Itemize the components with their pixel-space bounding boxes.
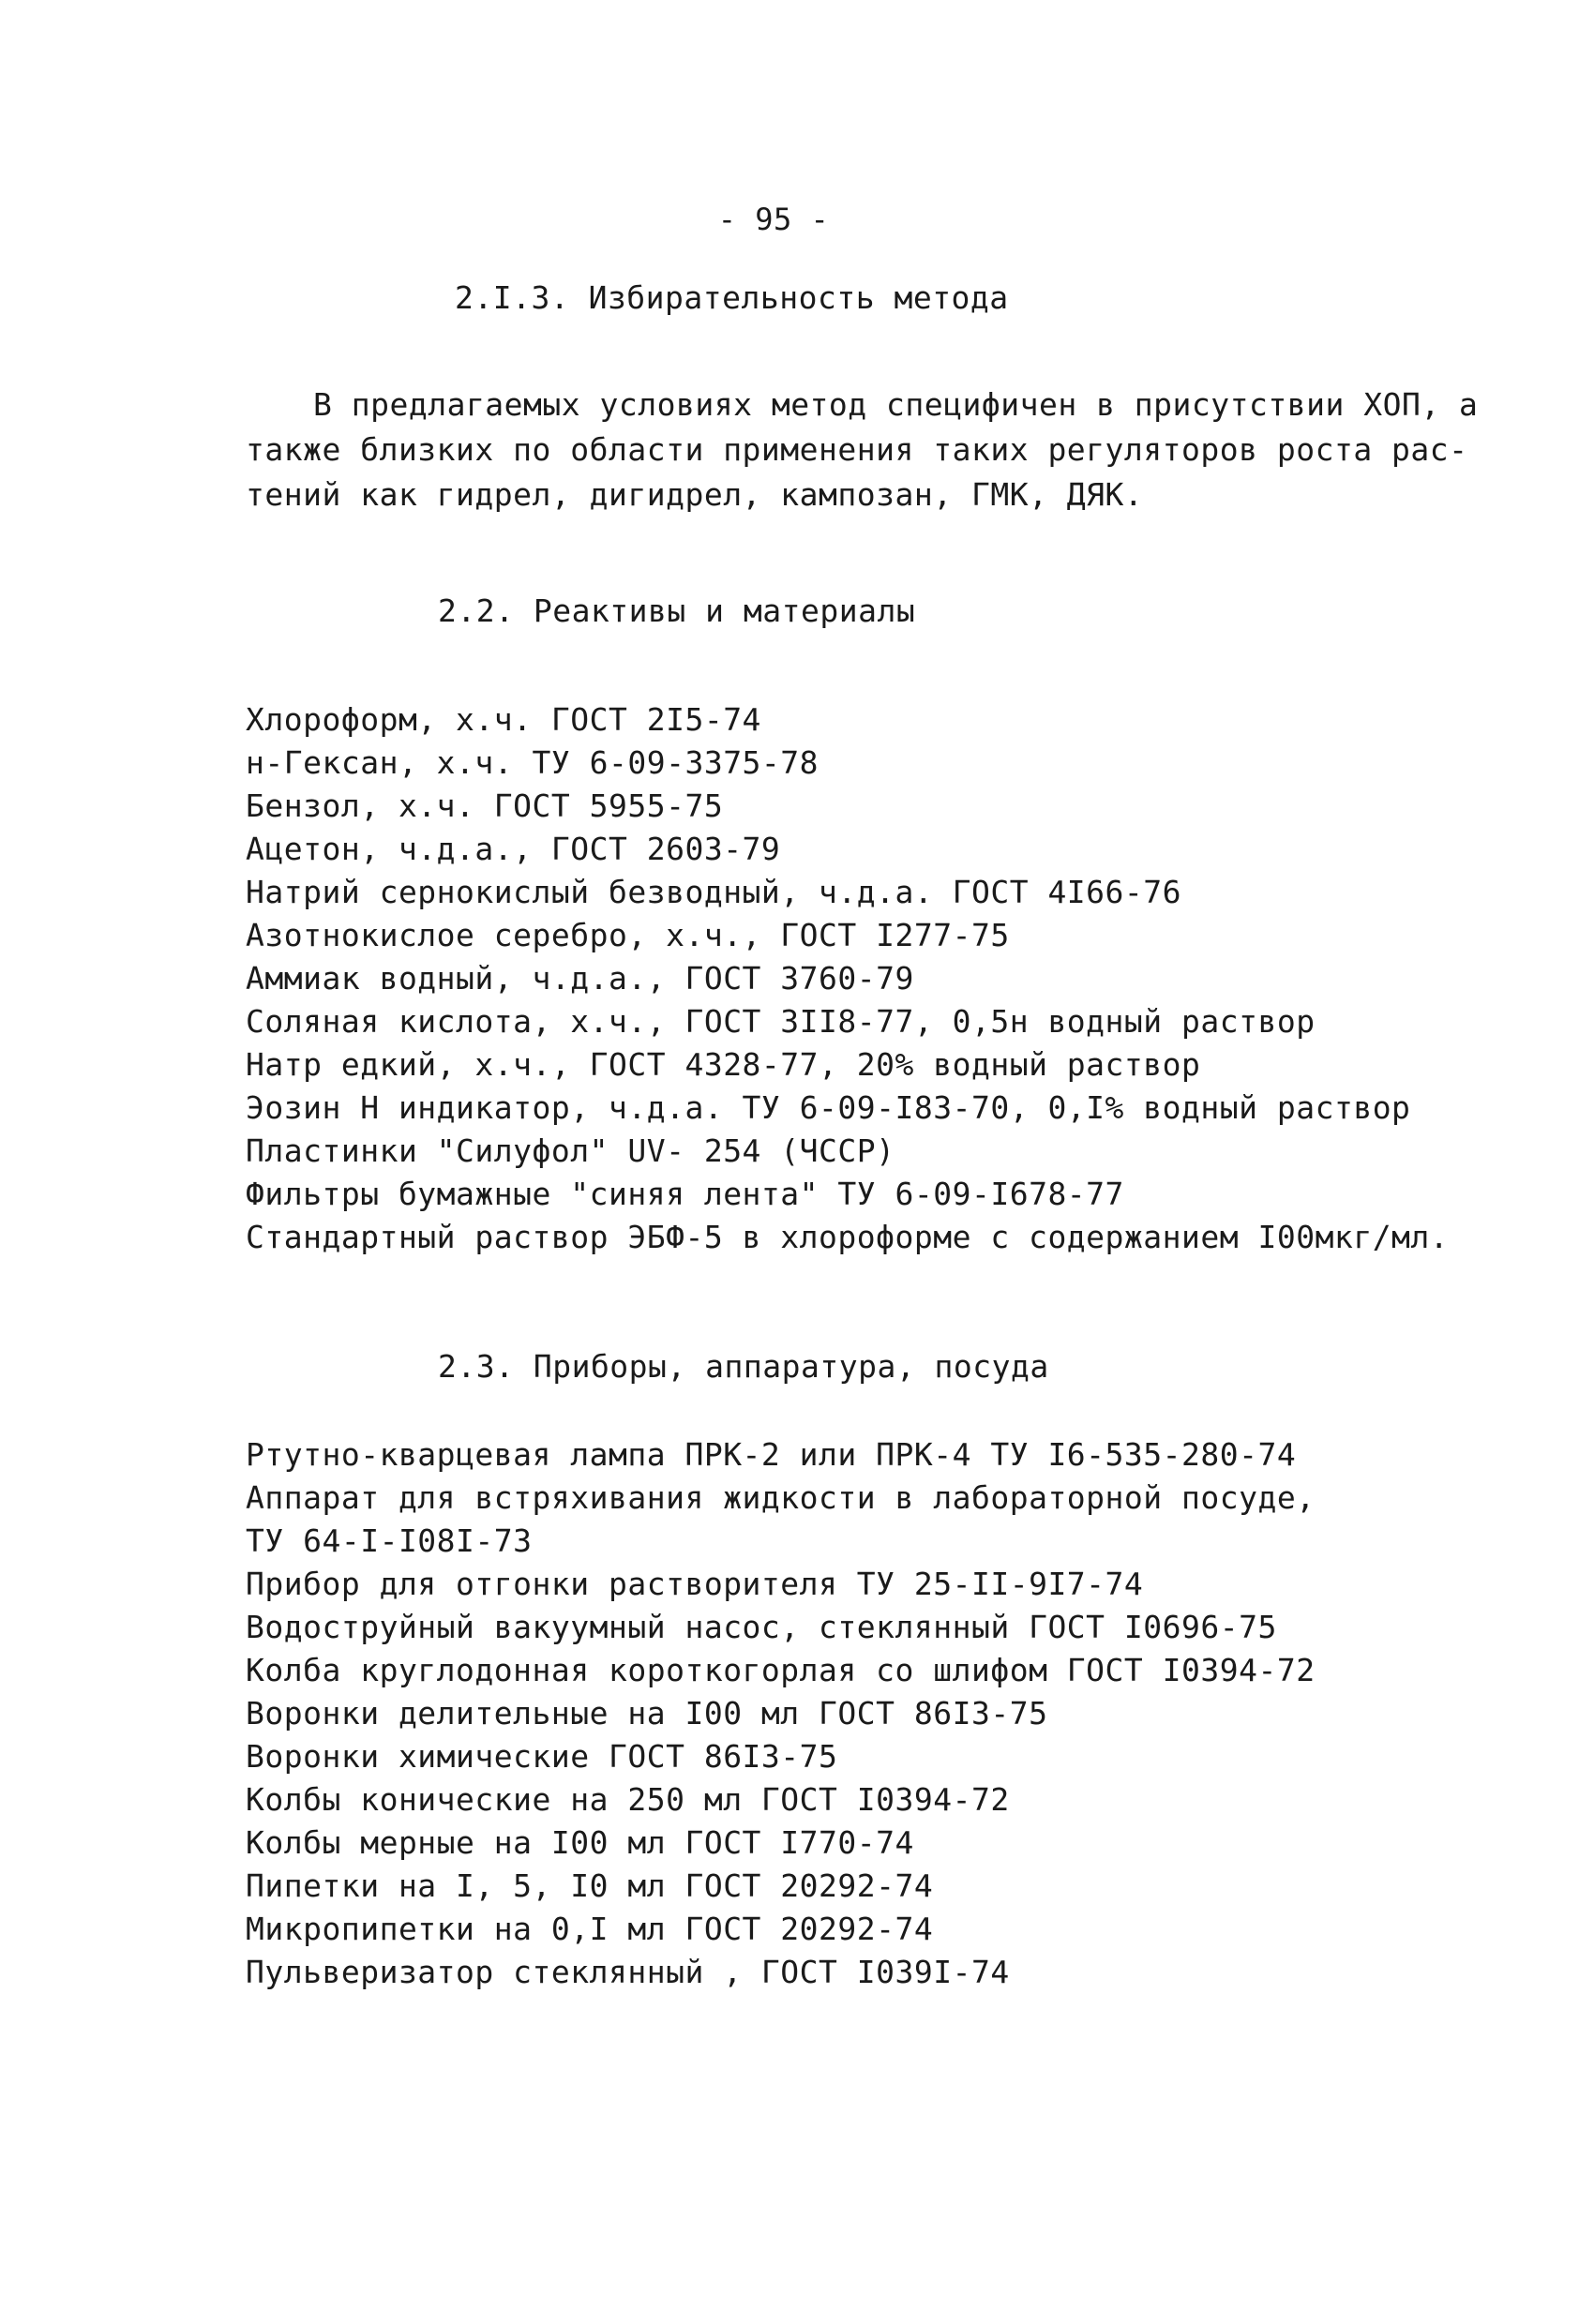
list-item: ТУ 64-I-I08I-73 <box>246 1522 533 1559</box>
list-item: Воронки химические ГОСТ 86I3-75 <box>246 1738 838 1775</box>
reagents-list <box>246 698 1449 1259</box>
list-item: Ацетон, ч.д.а., ГОСТ 2603-79 <box>246 831 781 867</box>
list-item: Фильтры бумажные "синяя лента" ТУ 6-09-I678-77 <box>246 1176 1124 1212</box>
list-item: Водоструйный вакуумный насос, стеклянный ГОСТ I0696-75 <box>246 1609 1277 1645</box>
list-item: Соляная кислота, х.ч., ГОСТ 3II8-77, 0,5н водный раствор <box>246 1003 1316 1040</box>
section-heading-selectivity: 2.I.3. Избирательность метода <box>455 279 1009 316</box>
list-item: Колбы мерные на I00 мл ГОСТ I770-74 <box>246 1824 914 1861</box>
list-item: Пластинки "Силуфол" UV- 254 (ЧССР) <box>246 1132 895 1169</box>
list-item: Азотнокислое серебро, х.ч., ГОСТ I277-75 <box>246 917 1010 953</box>
section-heading-reagents: 2.2. Реактивы и материалы <box>438 592 916 629</box>
list-item: Аппарат для встряхивания жидкости в лабораторной посуде, <box>246 1479 1316 1516</box>
paragraph-line: тений как гидрел, дигидрел, кампозан, ГМК, ДЯК. <box>246 476 1144 513</box>
list-item: Эозин Н индикатор, ч.д.а. ТУ 6-09-I83-70, 0,I% водный раствор <box>246 1089 1411 1126</box>
list-item: Колба круглодонная короткогорлая со шлифом ГОСТ I0394-72 <box>246 1652 1316 1688</box>
list-item: Воронки делительные на I00 мл ГОСТ 86I3-75 <box>246 1695 1048 1732</box>
list-item: Микропипетки на 0,I мл ГОСТ 20292-74 <box>246 1911 934 1947</box>
list-item: Натрий сернокислый безводный, ч.д.а. ГОСТ 4I66-76 <box>246 874 1182 910</box>
list-item: н-Гексан, х.ч. ТУ 6-09-3375-78 <box>246 744 820 781</box>
paragraph-line: В предлагаемых условиях метод специфичен в присутствии ХОП, а <box>313 386 1479 423</box>
list-item: Пульверизатор стеклянный , ГОСТ I039I-74 <box>246 1954 1010 1990</box>
apparatus-list <box>246 1433 1316 1994</box>
list-item: Пипетки на I, 5, I0 мл ГОСТ 20292-74 <box>246 1867 934 1904</box>
list-item: Ртутно-кварцевая лампа ПРК-2 или ПРК-4 ТУ I6-535-280-74 <box>246 1436 1297 1473</box>
paragraph-line: также близких по области применения таких регуляторов роста рас- <box>246 431 1468 468</box>
list-item: Прибор для отгонки растворителя ТУ 25-II-9I7-74 <box>246 1566 1144 1602</box>
list-item: Хлороформ, х.ч. ГОСТ 2I5-74 <box>246 701 761 738</box>
page-number: - 95 - <box>717 202 830 237</box>
list-item: Бензол, х.ч. ГОСТ 5955-75 <box>246 787 724 824</box>
list-item: Натр едкий, х.ч., ГОСТ 4328-77, 20% водный раствор <box>246 1046 1201 1083</box>
section-heading-apparatus: 2.3. Приборы, аппаратура, посуда <box>438 1348 1049 1385</box>
selectivity-paragraph <box>246 382 1479 517</box>
list-item: Стандартный раствор ЭБФ-5 в хлороформе с содержанием I00мкг/мл. <box>246 1219 1450 1255</box>
list-item: Аммиак водный, ч.д.а., ГОСТ 3760-79 <box>246 960 914 997</box>
list-item: Колбы конические на 250 мл ГОСТ I0394-72 <box>246 1781 1010 1818</box>
